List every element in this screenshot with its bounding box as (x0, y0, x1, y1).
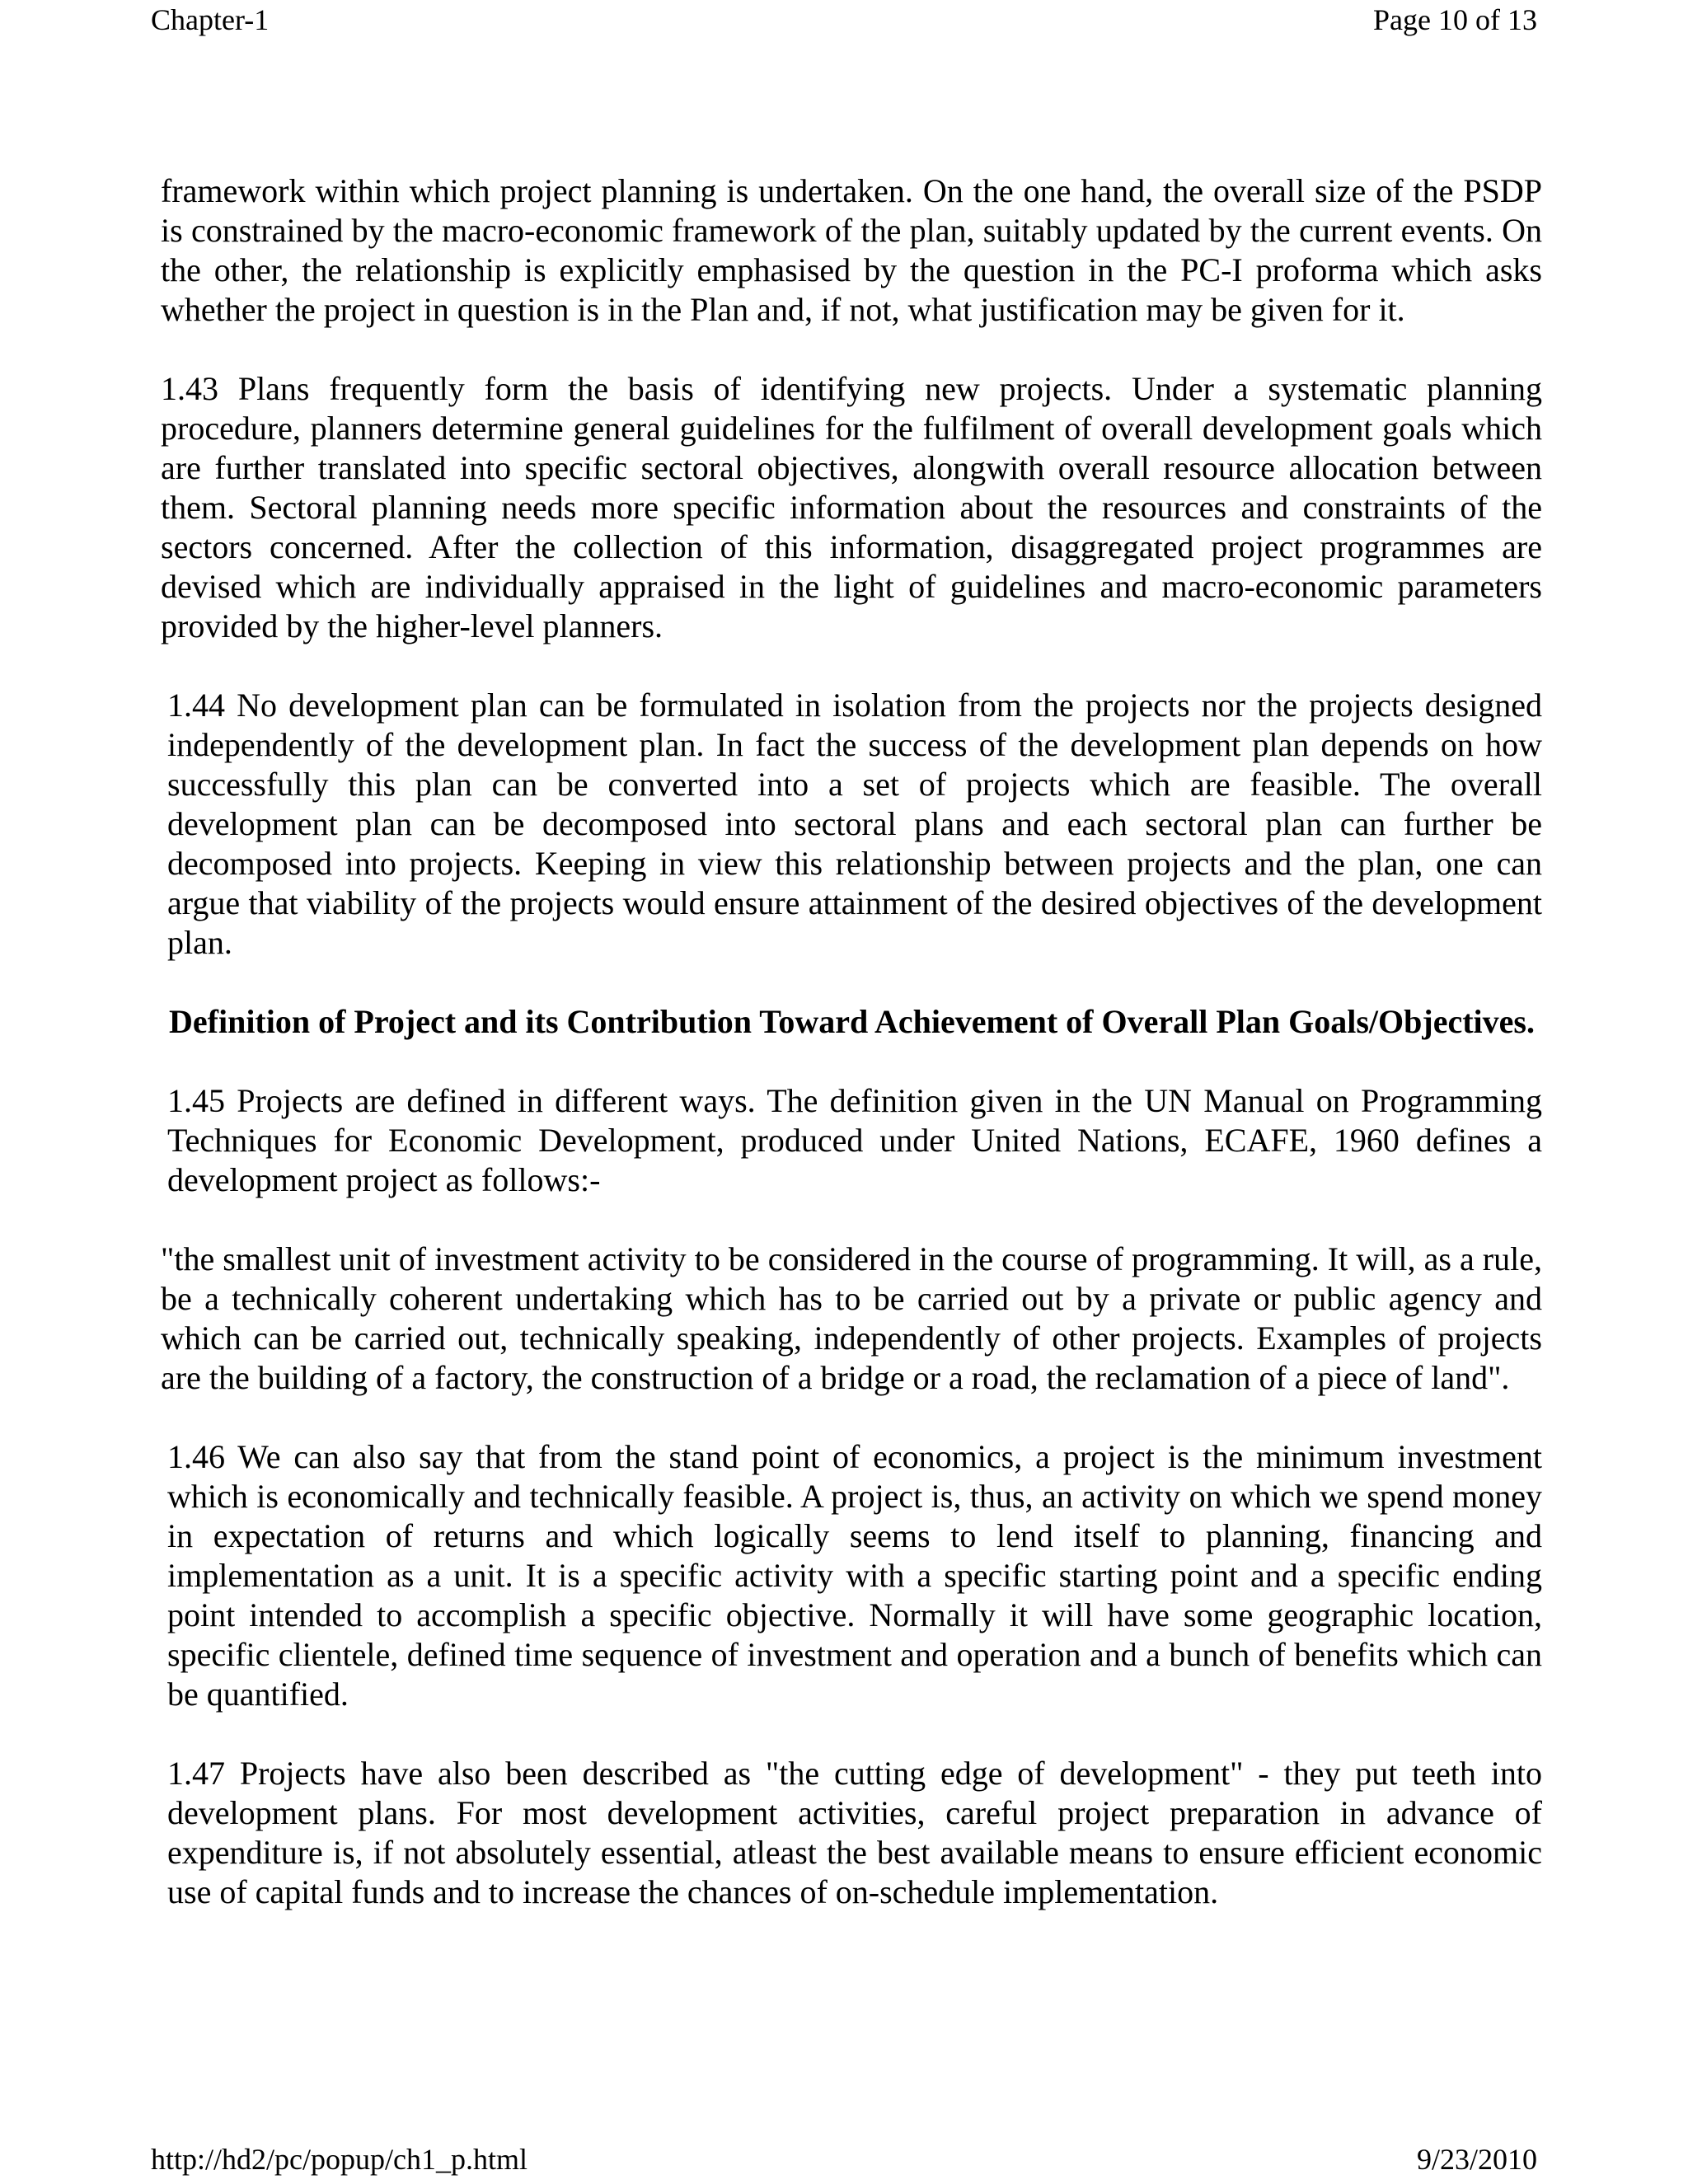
paragraph-1-43: 1.43 Plans frequently form the basis of identifying new projects. Under a systematic planning procedure, planners determine general guidelines for the fulfilment of overall development goals which are further translated into specific sectoral objectives, alongwith overall resource allocation between them. Sectoral planning needs more specific information about the resources and constraints of the sectors concerned. After the collection of this information, disaggregated project programmes are devised which are individually appraised in the light of guidelines and macro-economic parameters provided by the higher-level planners. (161, 370, 1542, 644)
paragraph-1-44: 1.44 No development plan can be formulated in isolation from the projects nor the projects designed independently of the development plan. In fact the success of the development plan depends on how successfully this plan can be converted into a set of projects which are feasible. The overall development plan can be decomposed into sectoral plans and each sectoral plan can further be decomposed into projects. Keeping in view this relationship between projects and the plan, one can argue that viability of the projects would ensure attainment of the desired objectives of the development plan. (167, 687, 1542, 961)
paragraph-1-45: 1.45 Projects are defined in different ways. The definition given in the UN Manual on Programming Techniques for Economic Development, produced under United Nations, ECAFE, 1960 defines a development project as follows:- (167, 1082, 1542, 1198)
paragraph-continuation: framework within which project planning is undertaken. On the one hand, the overall size of the PSDP is constrained by the macro-economic framework of the plan, suitably updated by the current events. On the other, the relationship is explicitly emphasised by the question in the PC-I proforma which asks whether the project in question is in the Plan and, if not, what justification may be given for it. (161, 172, 1542, 328)
document-body (161, 171, 1542, 1952)
page-footer (151, 2139, 1537, 2184)
paragraph-1-47: 1.47 Projects have also been described as "the cutting edge of development" - they put teeth into development plans. For most development activities, careful project preparation in advance of expenditure is, if not absolutely essential, atleast the best available means to ensure efficient economic use of capital funds and to increase the chances of on-schedule implementation. (167, 1755, 1542, 1910)
page-number: Page 10 of 13 (1373, 3, 1537, 36)
definition-quote: "the smallest unit of investment activity to be considered in the course of programming. It will, as a rule, be a technically coherent undertaking which has to be carried out by a private or public agency and which can be carried out, technically speaking, independently of other projects. Examples of projects are the building of a factory, the construction of a bridge or a road, the reclamation of a piece of land". (161, 1240, 1542, 1396)
section-heading: Definition of Project and its Contribution Toward Achievement of Overall Plan Goals/Objectives. (169, 1003, 1535, 1040)
print-date: 9/23/2010 (1416, 2143, 1537, 2176)
page-header (151, 0, 1537, 49)
page-url: http://hd2/pc/popup/ch1_p.html (151, 2143, 528, 2176)
paragraph-1-46: 1.46 We can also say that from the stand point of economics, a project is the minimum investment which is economically and technically feasible. A project is, thus, an activity on which we spend money in expectation of returns and which logically seems to lend itself to planning, financing and implementation as a unit. It is a specific activity with a specific starting point and a specific ending point intended to accomplish a specific objective. Normally it will have some geographic location, specific clientele, defined time sequence of investment and operation and a bunch of benefits which can be quantified. (167, 1438, 1542, 1713)
chapter-label: Chapter-1 (151, 3, 270, 36)
